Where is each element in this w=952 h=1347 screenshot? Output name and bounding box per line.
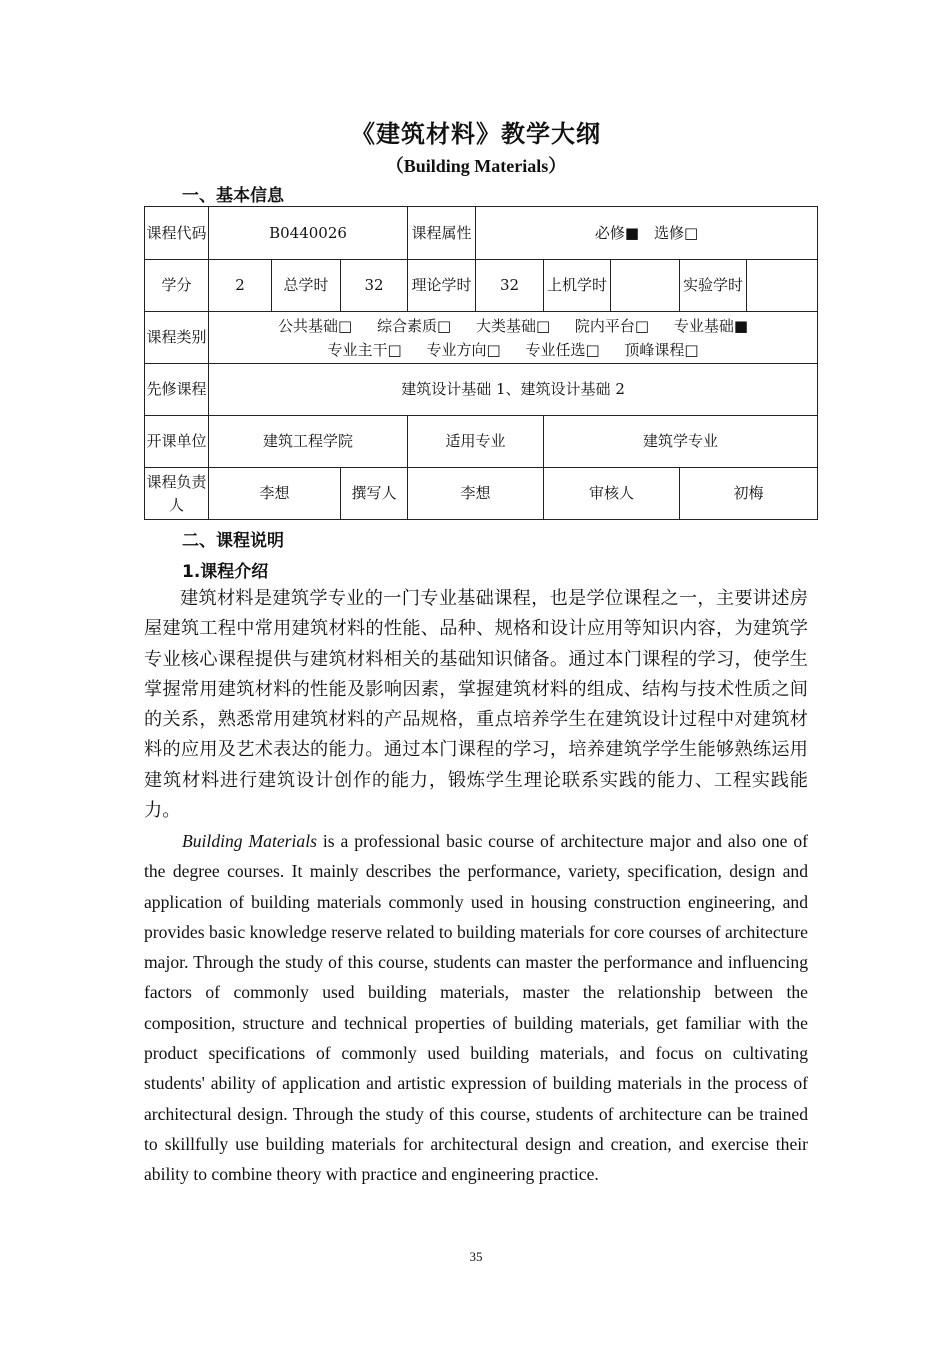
course-intro-chinese: 建筑材料是建筑学专业的一门专业基础课程，也是学位课程之一，主要讲述房屋建筑工程中常用建筑材料的性能、品种、规格和设计应用等知识内容，为建筑学专业核心课程提供与建筑材料相关的基础知识储备。通过本门课程的学习，使学生掌握常用建筑材料的性能及影响因素，掌握建筑材料的组成、结构与技术性质之间的关系，熟悉常用建筑材料的产品规格，重点培养学生在建筑设计过程中对建筑材料的应用及艺术表达的能力。通过本门课程的学习，培养建筑学学生能够熟练运用建筑材料进行建筑设计创作的能力，锻炼学生理论联系实践的能力、工程实践能力。	[144, 588, 808, 822]
course-title-italic: Building Materials	[182, 831, 317, 851]
total-hours-label: 总学时	[272, 260, 341, 312]
lab-hours-label: 实验学时	[680, 260, 747, 312]
credit-value: 2	[209, 260, 272, 312]
writer-value: 李想	[408, 468, 544, 520]
category-option: 大类基础□	[475, 316, 551, 335]
basic-info-table	[144, 206, 818, 520]
theory-hours-label: 理论学时	[408, 260, 476, 312]
course-code-label: 课程代码	[145, 207, 209, 260]
document-title: 《建筑材料》教学大纲	[351, 119, 601, 148]
category-line-1	[209, 314, 817, 338]
course-attribute-value: 必修■ 选修□	[476, 207, 818, 260]
theory-hours-value: 32	[476, 260, 544, 312]
course-attribute-label: 课程属性	[408, 207, 476, 260]
course-category-label: 课程类别	[145, 312, 209, 364]
applicable-major-label: 适用专业	[408, 416, 544, 468]
category-option: 专业主干□	[327, 340, 402, 359]
course-lead-value: 李想	[209, 468, 341, 520]
category-option: 专业任选□	[525, 340, 600, 359]
lab-hours-value	[747, 260, 818, 312]
section-basic-info-heading: 一、基本信息	[182, 186, 284, 206]
category-line-2	[209, 338, 817, 362]
course-code-value: B0440026	[209, 207, 408, 260]
total-hours-value: 32	[341, 260, 408, 312]
prerequisite-label: 先修课程	[145, 364, 209, 416]
page-number: 35	[469, 1249, 483, 1264]
course-lead-label: 课程负责人	[145, 468, 209, 520]
credit-label: 学分	[145, 260, 209, 312]
reviewer-value: 初梅	[680, 468, 818, 520]
reviewer-label: 审核人	[544, 468, 680, 520]
computer-hours-value	[611, 260, 680, 312]
offering-unit-value: 建筑工程学院	[209, 416, 408, 468]
offering-unit-label: 开课单位	[145, 416, 209, 468]
category-option: 院内平台□	[574, 316, 650, 335]
category-option: 顶峰课程□	[624, 340, 699, 359]
document-subtitle: （Building Materials）	[385, 156, 567, 176]
computer-hours-label: 上机学时	[544, 260, 611, 312]
category-option: 专业方向□	[426, 340, 501, 359]
course-intro-english-text: is a professional basic course of architecture major and also one of the degree courses. It mainly describes the performance, variety, specification, design and application of building materials commonly used in housing construction engineering, and provides basic knowledge reserve related to building materials for core courses of architecture major. Through the study of this course, students can master the performance and influencing factors of commonly used building materials, master the relationship between the composition, structure and technical properties of building materials, get familiar with the product specifications of commonly used building materials, and focus on cultivating students' ability of application and artistic expression of building materials in the process of architectural design. Through the study of this course, students of architecture can be trained to skillfully use building materials for architectural design and creation, and exercise their ability to combine theory with practice and engineering practice.	[144, 831, 808, 1185]
category-option: 公共基础□	[278, 316, 353, 335]
applicable-major-value: 建筑学专业	[544, 416, 818, 468]
course-intro-english	[144, 826, 808, 1190]
course-category-value	[209, 312, 818, 364]
section-course-description-heading: 二、课程说明	[182, 531, 284, 551]
course-intro-heading: 1.课程介绍	[182, 562, 269, 582]
writer-label: 撰写人	[341, 468, 408, 520]
prerequisite-value: 建筑设计基础 1、建筑设计基础 2	[209, 364, 818, 416]
category-option: 专业基础■	[673, 316, 749, 335]
category-option: 综合素质□	[376, 316, 452, 335]
